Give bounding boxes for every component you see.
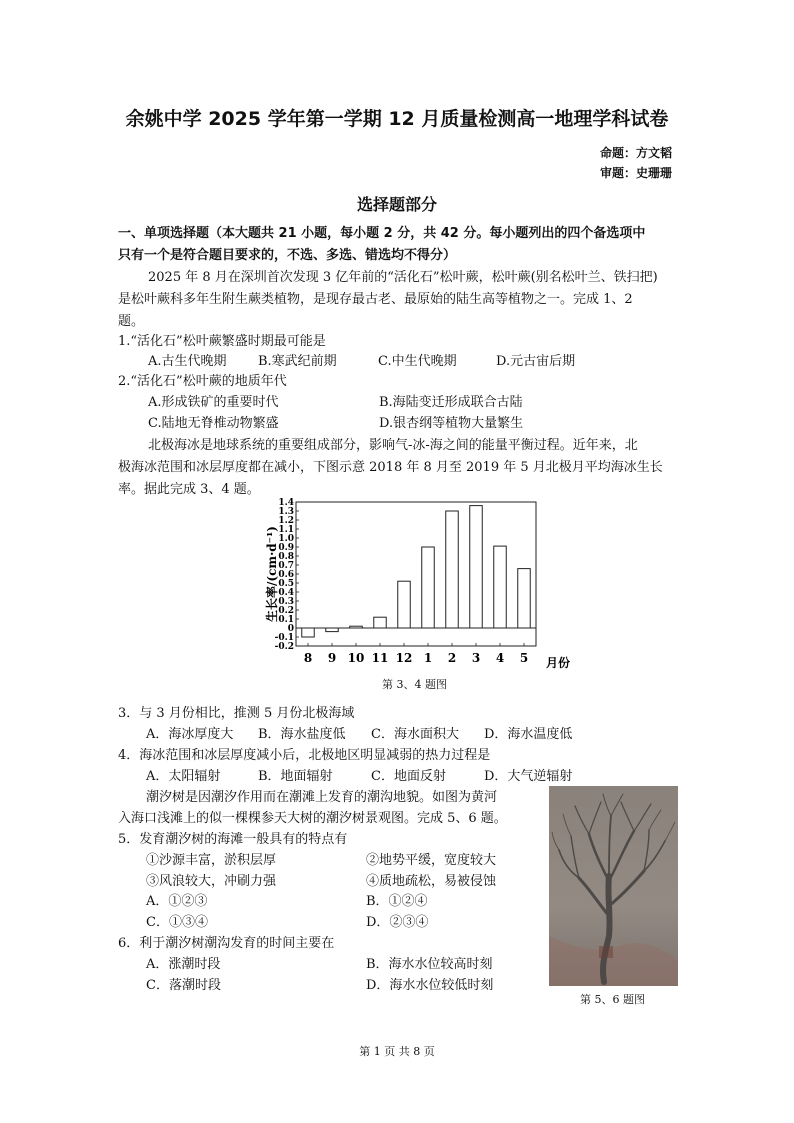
q5-statement-4: ④质地疏松，易被侵蚀 bbox=[366, 874, 497, 889]
q2-stem: 2.“活化石”松叶蕨的地质年代 bbox=[118, 374, 287, 389]
chart-y-tick-label: 0.4 bbox=[278, 588, 294, 598]
chart-y-tick-label: 0.3 bbox=[278, 597, 294, 607]
chart-x-axis-label: 月份 bbox=[546, 656, 571, 670]
passage3-line2: 入海口浅滩上的似一棵棵参天大树的潮汐树景观图。完成 5、6 题。 bbox=[118, 811, 507, 826]
chart-caption: 第 3、4 题图 bbox=[382, 678, 447, 691]
chart-x-tick-label: 8 bbox=[303, 651, 313, 665]
q1-option-a: A.古生代晚期 bbox=[148, 354, 227, 369]
chart-x-tick-label: 4 bbox=[495, 651, 505, 665]
q5-option-d: D．②③④ bbox=[366, 915, 429, 930]
passage1-line1: 2025 年 8 月在深圳首次发现 3 亿年前的“活化石”松叶蕨，松叶蕨(别名松叶兰、铁扫把) bbox=[148, 270, 658, 285]
q4-option-c: C．地面反射 bbox=[371, 769, 446, 784]
q5-stem: 5．发育潮汐树的海滩一般具有的特点有 bbox=[118, 832, 348, 847]
chart-x-tick-label: 9 bbox=[327, 651, 337, 665]
q4-option-d: D．大气逆辐射 bbox=[484, 769, 573, 784]
q5-option-a: A．①②③ bbox=[146, 894, 208, 909]
chart-y-tick-label: 0.5 bbox=[278, 579, 294, 589]
author-line: 命题：方文韬 bbox=[599, 146, 672, 160]
chart-y-tick-label: 0 bbox=[287, 624, 294, 634]
q4-stem: 4．海冰范围和冰层厚度减小后，北极地区明显减弱的热力过程是 bbox=[118, 748, 491, 763]
q2-option-b: B.海陆变迁形成联合古陆 bbox=[379, 395, 523, 410]
passage2-line2: 极海冰范围和冰层厚度都在减小，下图示意 2018 年 8 月至 2019 年 5 月北极月平均海冰生长 bbox=[118, 460, 663, 475]
exam-title: 余姚中学 2025 学年第一学期 12 月质量检测高一地理学科试卷 bbox=[125, 108, 669, 130]
reviewer-line: 审题：史珊珊 bbox=[599, 166, 672, 180]
q3-option-d: D．海水温度低 bbox=[484, 727, 573, 742]
passage2-line3: 率。据此完成 3、4 题。 bbox=[118, 482, 260, 497]
q1-option-b: B.寒武纪前期 bbox=[258, 354, 337, 369]
passage2-line1: 北极海冰是地球系统的重要组成部分，影响气-冰-海之间的能量平衡过程。近年来，北 bbox=[148, 438, 638, 453]
q1-stem: 1.“活化石”松叶蕨繁盛时期最可能是 bbox=[118, 334, 326, 349]
chart-x-tick-label: 3 bbox=[471, 651, 481, 665]
page-footer: 第 1 页 共 8 页 bbox=[359, 1045, 435, 1058]
chart-x-tick-label: 5 bbox=[519, 651, 529, 665]
q5-statement-3: ③风浪较大，冲刷力强 bbox=[146, 874, 277, 889]
chart-x-tick-label: 12 bbox=[395, 651, 413, 665]
q6-option-c: C．落潮时段 bbox=[146, 978, 221, 993]
q6-option-b: B．海水水位较高时刻 bbox=[366, 957, 493, 972]
chart-x-tick-label: 11 bbox=[371, 651, 389, 665]
q1-option-c: C.中生代晚期 bbox=[378, 354, 457, 369]
chart-y-axis-label: 生长率/(cm·d⁻¹) bbox=[265, 526, 279, 622]
chart-bar bbox=[326, 628, 338, 632]
chart-bar bbox=[422, 547, 434, 628]
chart-y-tick-label: 0.1 bbox=[278, 615, 294, 625]
q6-stem: 6．利于潮汐树潮沟发育的时间主要在 bbox=[118, 936, 335, 951]
q3-stem: 3．与 3 月份相比，推测 5 月份北极海域 bbox=[118, 706, 355, 721]
chart-y-tick-label: 1.4 bbox=[278, 498, 294, 508]
q4-option-b: B．地面辐射 bbox=[258, 769, 333, 784]
chart-y-tick-label: 0.2 bbox=[278, 606, 294, 616]
q5-option-b: B．①②④ bbox=[366, 894, 428, 909]
q3-option-c: C．海水面积大 bbox=[371, 727, 459, 742]
q6-option-d: D．海水水位较低时刻 bbox=[366, 978, 494, 993]
photo-caption: 第 5、6 题图 bbox=[580, 993, 645, 1006]
passage1-line2: 是松叶蕨科多年生附生蕨类植物，是现存最古老、最原始的陆生高等植物之一。完成 1、2 bbox=[118, 292, 633, 307]
chart-x-tick-label: 2 bbox=[447, 651, 457, 665]
chart-y-tick-label: -0.2 bbox=[274, 642, 294, 652]
chart-y-tick-label: 1.3 bbox=[278, 507, 294, 517]
q3-option-a: A．海冰厚度大 bbox=[146, 727, 234, 742]
chart-bar bbox=[518, 569, 530, 628]
chart-bar bbox=[302, 628, 314, 637]
section-title: 选择题部分 bbox=[356, 195, 437, 214]
q3-option-b: B．海水盐度低 bbox=[258, 727, 346, 742]
chart-bar bbox=[398, 581, 410, 628]
chart-bar bbox=[494, 546, 506, 628]
q2-option-d: D.银杏纲等植物大量繁生 bbox=[379, 416, 524, 431]
q1-option-d: D.元古宙后期 bbox=[496, 354, 576, 369]
part1-heading-line1: 一、单项选择题（本大题共 21 小题，每小题 2 分，共 42 分。每小题列出的四个备选项中 bbox=[118, 226, 646, 241]
q4-option-a: A．太阳辐射 bbox=[146, 769, 221, 784]
chart-x-tick-label: 10 bbox=[347, 651, 365, 665]
chart-y-tick-label: 1.2 bbox=[278, 516, 294, 526]
q2-option-a: A.形成铁矿的重要时代 bbox=[148, 395, 279, 410]
q6-option-a: A．涨潮时段 bbox=[146, 957, 221, 972]
q5-statement-1: ①沙源丰富，淤积层厚 bbox=[146, 853, 277, 868]
chart-y-tick-label: 1.0 bbox=[278, 534, 294, 544]
chart-bar bbox=[350, 626, 362, 628]
chart-y-tick-label: 1.1 bbox=[278, 525, 294, 535]
part1-heading-line2: 只有一个是符合题目要求的，不选、多选、错选均不得分） bbox=[118, 248, 457, 263]
sea-ice-growth-chart bbox=[258, 496, 578, 676]
q5-option-c: C．①③④ bbox=[146, 915, 208, 930]
chart-y-tick-label: 0.6 bbox=[278, 570, 294, 580]
chart-y-tick-label: 0.8 bbox=[278, 552, 294, 562]
q5-statement-2: ②地势平缓，宽度较大 bbox=[366, 853, 497, 868]
chart-y-tick-label: 0.7 bbox=[278, 561, 294, 571]
tidal-tree-photo bbox=[549, 786, 678, 986]
passage3-line1: 潮汐树是因潮汐作用而在潮滩上发育的潮沟地貌。如图为黄河 bbox=[146, 790, 498, 805]
chart-bar bbox=[374, 617, 386, 628]
q2-option-c: C.陆地无脊椎动物繁盛 bbox=[148, 416, 279, 431]
passage1-line3: 题。 bbox=[118, 314, 145, 329]
chart-bar bbox=[470, 506, 482, 628]
chart-y-tick-label: -0.1 bbox=[274, 633, 294, 643]
chart-bar bbox=[446, 511, 458, 628]
chart-y-tick-label: 0.9 bbox=[278, 543, 294, 553]
chart-x-tick-label: 1 bbox=[423, 651, 433, 665]
